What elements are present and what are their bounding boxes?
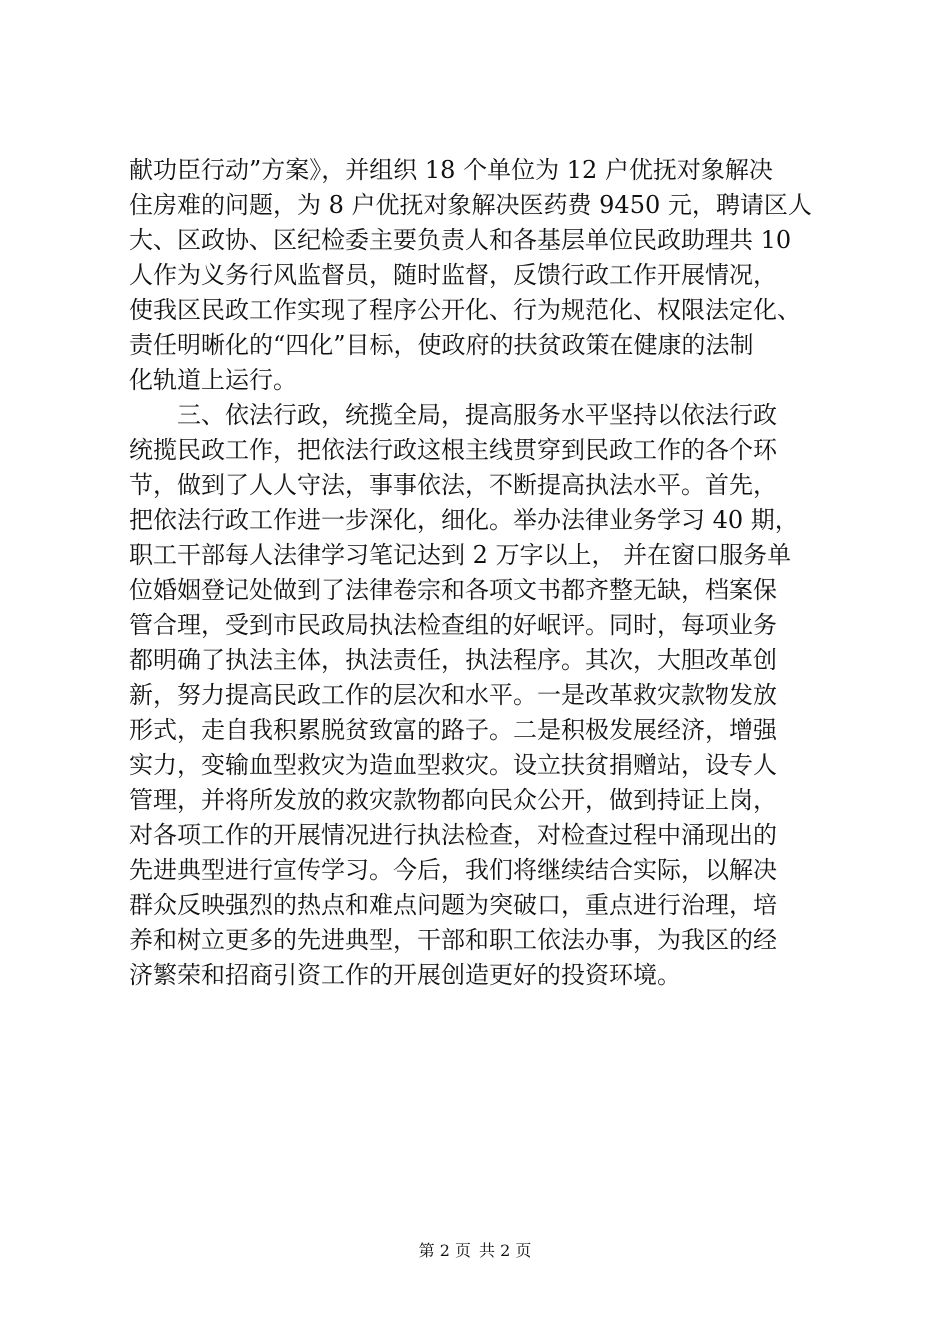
text-line: 济繁荣和招商引资工作的开展创造更好的投资环境。 (129, 961, 681, 989)
text-line: 职工干部每人法律学习笔记达到 2 万字以上， 并在窗口服务单 (129, 541, 792, 569)
text-line: 实力，变输血型救灾为造血型救灾。设立扶贫捐赠站，设专人 (129, 751, 777, 779)
text-line: 统揽民政工作，把依法行政这根主线贯穿到民政工作的各个环 (129, 436, 777, 464)
text-line: 化轨道上运行。 (129, 366, 297, 394)
text-line: 把依法行政工作进一步深化，细化。举办法律业务学习 40 期， (129, 506, 799, 534)
text-line: 管理，并将所发放的救灾款物都向民众公开，做到持证上岗， (129, 786, 777, 814)
text-line: 群众反映强烈的热点和难点问题为突破口，重点进行治理，培 (129, 891, 777, 919)
text-line: 使我区民政工作实现了程序公开化、行为规范化、权限法定化、 (129, 296, 801, 324)
text-line: 三、依法行政，统揽全局，提高服务水平坚持以依法行政 (129, 401, 777, 429)
text-line: 都明确了执法主体，执法责任，执法程序。其次，大胆改革创 (129, 646, 777, 674)
text-line: 节，做到了人人守法，事事依法，不断提高执法水平。首先， (129, 471, 777, 499)
text-line: 管合理，受到市民政局执法检查组的好岷评。同时，每项业务 (129, 611, 777, 639)
text-line: 新，努力提高民政工作的层次和水平。一是改革救灾款物发放 (129, 681, 777, 709)
text-line: 对各项工作的开展情况进行执法检查，对检查过程中涌现出的 (129, 821, 777, 849)
text-line: 人作为义务行风监督员，随时监督，反馈行政工作开展情况， (129, 261, 777, 289)
text-line: 献功臣行动”方案》，并组织 18 个单位为 12 户优抚对象解决 (129, 156, 773, 184)
text-line: 养和树立更多的先进典型，干部和职工依法办事，为我区的经 (129, 926, 777, 954)
text-line: 形式，走自我积累脱贫致富的路子。二是积极发展经济，增强 (129, 716, 777, 744)
page-footer (0, 1240, 950, 1262)
page-total: 共 2 页 (479, 1241, 532, 1260)
text-line: 住房难的问题，为 8 户优抚对象解决医药费 9450 元，聘请区人 (129, 191, 812, 219)
text-line: 位婚姻登记处做到了法律卷宗和各项文书都齐整无缺，档案保 (129, 576, 777, 604)
text-line: 先进典型进行宣传学习。今后，我们将继续结合实际，以解决 (129, 856, 777, 884)
page-number: 第 2 页 (418, 1241, 471, 1260)
text-line: 责任明晰化的“四化”目标，使政府的扶贫政策在健康的法制 (129, 331, 754, 359)
document-body (129, 153, 849, 993)
text-line: 大、区政协、区纪检委主要负责人和各基层单位民政助理共 10 (129, 226, 792, 254)
